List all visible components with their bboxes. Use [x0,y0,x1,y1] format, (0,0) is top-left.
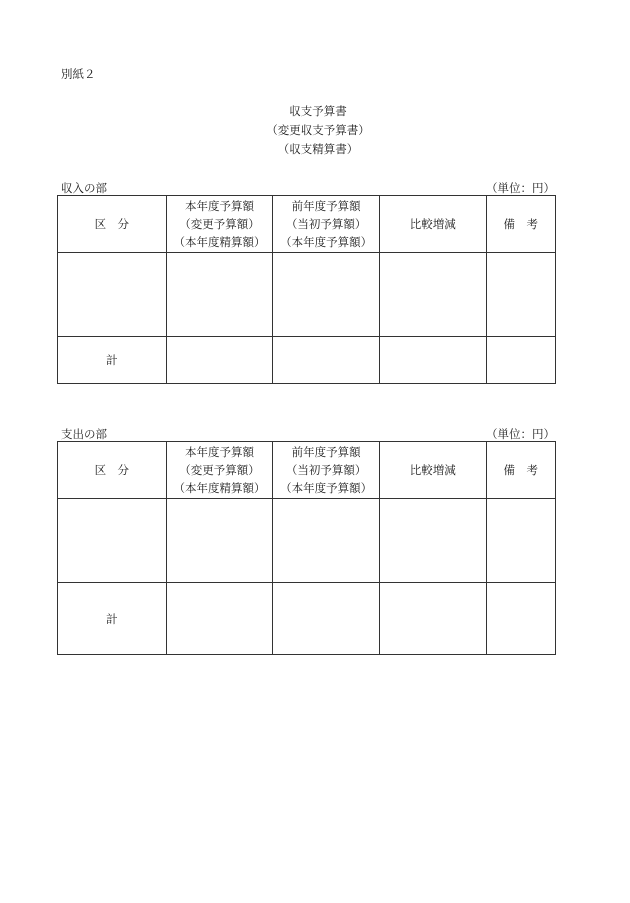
income-total-previous-year[interactable] [273,337,380,384]
expense-table [57,441,556,655]
income-cell-previous-year[interactable] [273,253,380,337]
income-total-current-year[interactable] [166,337,273,384]
income-cell-current-year[interactable] [166,253,273,337]
income-header-current-year [166,196,273,253]
income-data-row [58,253,556,337]
expense-header-remarks: 備 考 [486,442,555,499]
title-settlement: （収支精算書） [277,142,359,156]
income-header-current-year-line2: （変更予算額） [179,217,260,231]
expense-header-comparison: 比較増減 [379,442,486,499]
income-header-previous-year [273,196,380,253]
income-cell-comparison[interactable] [379,253,486,337]
income-header-current-year-line3: （本年度精算額） [173,235,266,249]
income-header-current-year-line1: 本年度予算額 [184,199,254,213]
income-total-row [58,337,556,384]
expense-header-current-year-line1: 本年度予算額 [184,445,254,459]
expense-total-row [58,583,556,655]
expense-header-previous-year [273,442,380,499]
expense-section-label: 支出の部 [61,427,107,441]
income-header-row [58,196,556,253]
expense-total-current-year[interactable] [166,583,273,655]
expense-header-current-year-line3: （本年度精算額） [173,481,266,495]
document-title [0,102,630,159]
expense-header-current-year-line2: （変更予算額） [179,463,260,477]
expense-total-previous-year[interactable] [273,583,380,655]
income-cell-remarks[interactable] [486,253,555,337]
expense-unit-label: （単位：円） [486,427,555,441]
income-total-comparison[interactable] [379,337,486,384]
title-revised: （変更収支予算書） [266,123,370,137]
expense-header-row [58,442,556,499]
income-total-remarks[interactable] [486,337,555,384]
expense-cell-comparison[interactable] [379,499,486,583]
expense-header-current-year [166,442,273,499]
income-header-previous-year-line2: （当初予算額） [285,217,367,231]
expense-header-previous-year-line3: （本年度予算額） [280,481,373,495]
income-header-category: 区 分 [58,196,167,253]
expense-cell-category[interactable] [58,499,167,583]
expense-total-label: 計 [58,583,167,655]
expense-total-comparison[interactable] [379,583,486,655]
expense-total-remarks[interactable] [486,583,555,655]
appendix-label: 別紙２ [61,67,96,81]
expense-cell-previous-year[interactable] [273,499,380,583]
expense-cell-remarks[interactable] [486,499,555,583]
expense-header-previous-year-line2: （当初予算額） [285,463,367,477]
income-section-label: 収入の部 [61,181,107,195]
expense-header-previous-year-line1: 前年度予算額 [291,445,361,459]
income-header-previous-year-line3: （本年度予算額） [280,235,373,249]
expense-data-row [58,499,556,583]
income-header-remarks: 備 考 [486,196,555,253]
title-main: 収支予算書 [289,104,347,118]
income-header-previous-year-line1: 前年度予算額 [291,199,361,213]
income-table [57,195,556,384]
expense-cell-current-year[interactable] [166,499,273,583]
income-unit-label: （単位：円） [486,181,555,195]
income-total-label: 計 [58,337,167,384]
income-header-comparison: 比較増減 [379,196,486,253]
expense-header-category: 区 分 [58,442,167,499]
income-cell-category[interactable] [58,253,167,337]
